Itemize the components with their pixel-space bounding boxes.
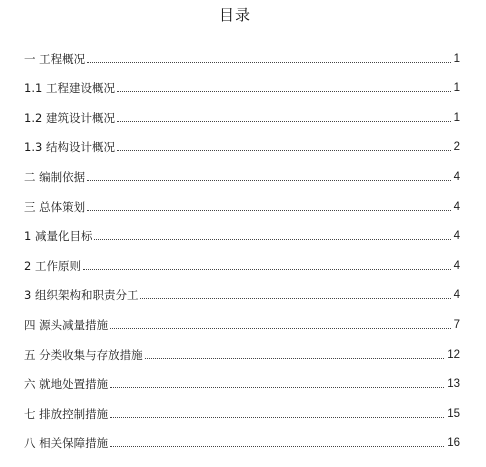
dot-leader bbox=[117, 150, 451, 151]
toc-entry-label: 二 编制依据 bbox=[24, 169, 86, 184]
toc-entry-label: 2 工作原则 bbox=[24, 258, 81, 273]
table-of-contents bbox=[24, 36, 460, 450]
toc-entry[interactable] bbox=[24, 273, 460, 303]
dot-leader bbox=[117, 121, 451, 122]
toc-entry-label: 3 组织架构和职责分工 bbox=[24, 288, 139, 303]
toc-entry-label: 一 工程概况 bbox=[24, 51, 86, 66]
dot-leader bbox=[110, 417, 444, 418]
toc-entry-label: 1.3 结构设计概况 bbox=[24, 140, 115, 155]
dot-leader bbox=[87, 180, 450, 181]
dot-leader bbox=[117, 91, 451, 92]
toc-entry-label: 七 排放控制措施 bbox=[24, 406, 109, 421]
dot-leader bbox=[94, 239, 450, 240]
toc-entry-page: 15 bbox=[447, 407, 460, 420]
toc-entry[interactable] bbox=[24, 125, 460, 155]
dot-leader bbox=[145, 358, 445, 359]
dot-leader bbox=[110, 328, 450, 329]
dot-leader bbox=[83, 269, 451, 270]
toc-entry-label: 六 就地处置措施 bbox=[24, 377, 109, 392]
toc-title: 目录 bbox=[218, 6, 251, 24]
toc-entry-page: 4 bbox=[453, 289, 460, 302]
toc-entry-label: 四 源头减量措施 bbox=[24, 317, 109, 332]
toc-entry[interactable] bbox=[24, 243, 460, 273]
toc-entry-label: 五 分类收集与存放措施 bbox=[24, 347, 143, 362]
toc-entry-page: 12 bbox=[447, 348, 460, 361]
toc-entry-page: 1 bbox=[453, 111, 460, 124]
toc-entry-page: 7 bbox=[453, 318, 460, 331]
toc-entry[interactable] bbox=[24, 66, 460, 96]
toc-entry-page: 4 bbox=[453, 259, 460, 272]
toc-entry[interactable] bbox=[24, 95, 460, 125]
dot-leader bbox=[110, 446, 444, 447]
toc-entry-page: 13 bbox=[447, 378, 460, 391]
toc-entry-label: 1 减量化目标 bbox=[24, 229, 93, 244]
dot-leader bbox=[110, 387, 444, 388]
dot-leader bbox=[140, 298, 450, 299]
toc-entry[interactable] bbox=[24, 421, 460, 451]
toc-entry-page: 1 bbox=[453, 82, 460, 95]
toc-entry-label: 三 总体策划 bbox=[24, 199, 86, 214]
toc-entry-label: 1.2 建筑设计概况 bbox=[24, 110, 115, 125]
dot-leader bbox=[87, 62, 450, 63]
toc-entry[interactable] bbox=[24, 36, 460, 66]
toc-entry-page: 2 bbox=[453, 141, 460, 154]
dot-leader bbox=[87, 210, 450, 211]
toc-entry[interactable] bbox=[24, 302, 460, 332]
toc-entry[interactable] bbox=[24, 154, 460, 184]
toc-entry[interactable] bbox=[24, 362, 460, 392]
toc-entry-page: 1 bbox=[453, 52, 460, 65]
toc-entry-page: 4 bbox=[453, 230, 460, 243]
toc-entry-page: 4 bbox=[453, 200, 460, 213]
toc-entry-label: 八 相关保障措施 bbox=[24, 436, 109, 451]
toc-entry-page: 16 bbox=[447, 437, 460, 450]
toc-entry[interactable] bbox=[24, 391, 460, 421]
toc-entry[interactable] bbox=[24, 184, 460, 214]
toc-entry[interactable] bbox=[24, 214, 460, 244]
toc-entry-label: 1.1 工程建设概况 bbox=[24, 81, 115, 96]
toc-entry[interactable] bbox=[24, 332, 460, 362]
toc-entry-page: 4 bbox=[453, 170, 460, 183]
